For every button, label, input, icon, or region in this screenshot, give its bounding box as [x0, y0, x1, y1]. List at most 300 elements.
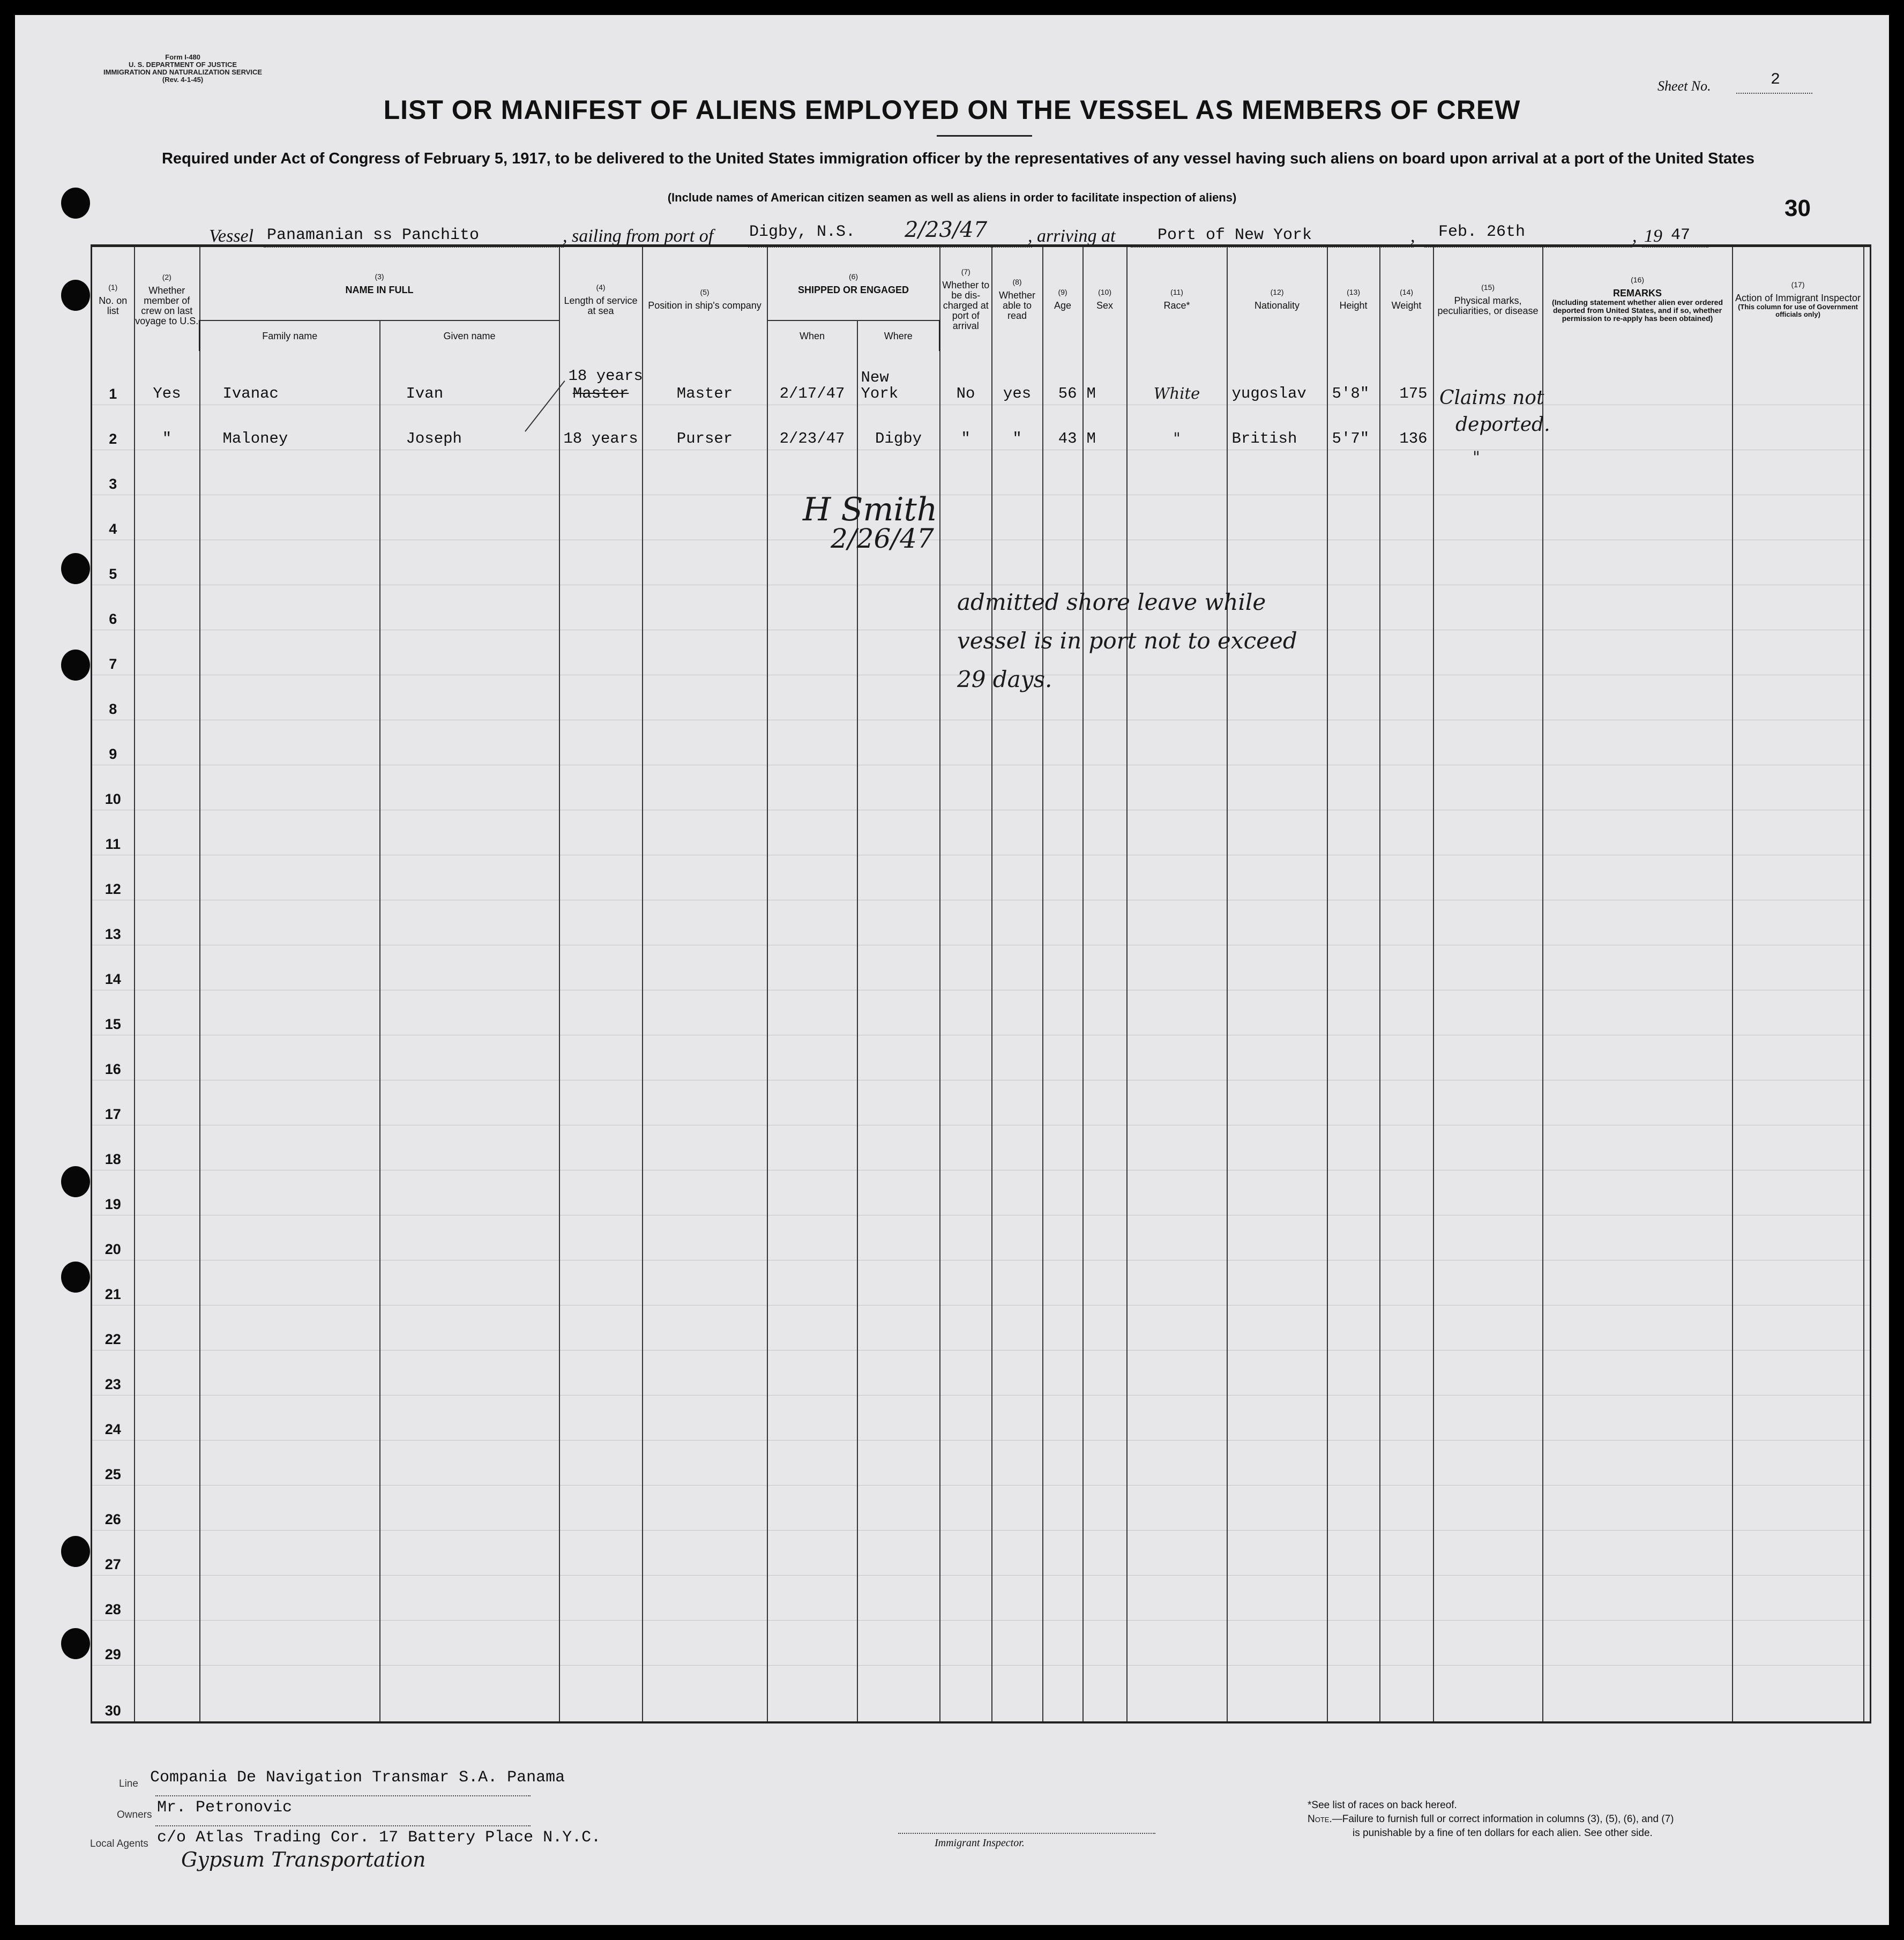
- last-voyage-cell: [135, 1305, 200, 1350]
- physical-marks-cell: [1433, 900, 1543, 945]
- last-voyage-cell: ": [135, 405, 200, 450]
- discharged-cell: [940, 765, 992, 810]
- col-header-nationality: (12) Nationality: [1227, 246, 1327, 352]
- service-length-cell: [559, 1305, 643, 1350]
- position-cell: [643, 1305, 767, 1350]
- discharged-cell: [940, 1396, 992, 1441]
- last-voyage-cell: [135, 1170, 200, 1215]
- position-cell: [643, 1215, 767, 1260]
- row-number: 12: [92, 855, 135, 900]
- physical-marks-cell: [1433, 810, 1543, 855]
- discharged-cell: [940, 450, 992, 495]
- row-number: 19: [92, 1170, 135, 1215]
- shipped-when-cell: [767, 1666, 857, 1723]
- table-row: [92, 1396, 1871, 1441]
- inspector-label: Immigrant Inspector.: [935, 1837, 1025, 1849]
- family-name-cell: [200, 1396, 380, 1441]
- position-cell: [643, 945, 767, 990]
- weight-cell: [1380, 495, 1433, 540]
- age-cell: [1043, 765, 1083, 810]
- age-cell: [1043, 1441, 1083, 1486]
- punch-hole: [61, 1262, 90, 1293]
- nationality-cell: [1227, 1441, 1327, 1486]
- race-cell: [1127, 1035, 1227, 1080]
- height-cell: [1327, 495, 1380, 540]
- inspector-action-cell: [1733, 1035, 1864, 1080]
- race-cell: [1127, 1396, 1227, 1441]
- remarks-cell: [1543, 1260, 1733, 1305]
- race-cell: [1127, 945, 1227, 990]
- table-edge-cell: [1864, 540, 1871, 585]
- shipped-when-cell: [767, 1080, 857, 1125]
- given-name-cell: [380, 1396, 559, 1441]
- form-header-block: [103, 54, 262, 84]
- inspector-action-cell: [1733, 495, 1864, 540]
- given-name-cell: [380, 1350, 559, 1396]
- remarks-cell: [1543, 720, 1733, 765]
- able-to-read-cell: [992, 945, 1043, 990]
- nationality-cell: [1227, 1666, 1327, 1723]
- shipped-when-cell: [767, 675, 857, 720]
- physical-marks-cell: [1433, 1396, 1543, 1441]
- given-name-cell: [380, 1486, 559, 1531]
- inspector-action-cell: [1733, 1170, 1864, 1215]
- row-number: 16: [92, 1035, 135, 1080]
- service-length-cell: [559, 990, 643, 1035]
- position-cell: [643, 720, 767, 765]
- weight-cell: [1380, 1441, 1433, 1486]
- last-voyage-cell: [135, 630, 200, 675]
- shipped-when-cell: [767, 1215, 857, 1260]
- height-cell: [1327, 450, 1380, 495]
- physical-marks-cell: [1433, 855, 1543, 900]
- line-field-line: [155, 1795, 531, 1796]
- nationality-cell: [1227, 810, 1327, 855]
- physical-marks-cell: [1433, 1170, 1543, 1215]
- family-name-cell: [200, 1260, 380, 1305]
- race-cell: [1127, 1215, 1227, 1260]
- height-cell: [1327, 1486, 1380, 1531]
- given-name-cell: [380, 855, 559, 900]
- physical-marks-line: deported.: [1455, 414, 1550, 436]
- remarks-cell: [1543, 945, 1733, 990]
- service-length-cell: [559, 1441, 643, 1486]
- remarks-cell: [1543, 1170, 1733, 1215]
- sex-cell: M: [1083, 351, 1127, 405]
- shipped-where-cell: [857, 765, 940, 810]
- last-voyage-cell: [135, 675, 200, 720]
- sex-cell: [1083, 540, 1127, 585]
- sex-cell: [1083, 1350, 1127, 1396]
- shipped-where-cell: [857, 1621, 940, 1666]
- nationality-cell: [1227, 945, 1327, 990]
- discharged-cell: [940, 1441, 992, 1486]
- service-length-cell: [559, 1576, 643, 1621]
- service-length-cell: [559, 1666, 643, 1723]
- last-voyage-cell: [135, 1035, 200, 1080]
- col-header-age: (9) Age: [1043, 246, 1083, 352]
- weight-cell: [1380, 990, 1433, 1035]
- able-to-read-cell: [992, 1035, 1043, 1080]
- able-to-read-cell: [992, 900, 1043, 945]
- able-to-read-cell: yes: [992, 351, 1043, 405]
- last-voyage-cell: [135, 1350, 200, 1396]
- physical-marks-cell: [1433, 1441, 1543, 1486]
- height-cell: [1327, 1170, 1380, 1215]
- able-to-read-cell: [992, 450, 1043, 495]
- last-voyage-cell: [135, 1576, 200, 1621]
- last-voyage-cell: Yes: [135, 351, 200, 405]
- position-cell: [643, 1531, 767, 1576]
- nationality-cell: [1227, 1350, 1327, 1396]
- race-cell: [1127, 720, 1227, 765]
- age-cell: [1043, 1170, 1083, 1215]
- sailing-port: Digby, N.S.: [749, 223, 856, 241]
- inspector-action-cell: [1733, 900, 1864, 945]
- discharged-cell: [940, 990, 992, 1035]
- inspector-action-cell: [1733, 585, 1864, 630]
- row-number: 27: [92, 1531, 135, 1576]
- service-length-cell: [559, 1080, 643, 1125]
- shipped-where-cell: [857, 720, 940, 765]
- race-cell: ": [1127, 405, 1227, 450]
- inspector-action-cell: [1733, 1486, 1864, 1531]
- age-cell: [1043, 900, 1083, 945]
- nationality-cell: [1227, 1080, 1327, 1125]
- table-row: [92, 1576, 1871, 1621]
- sex-cell: [1083, 1305, 1127, 1350]
- shipped-when-cell: [767, 1350, 857, 1396]
- physical-marks-cell: [1433, 1486, 1543, 1531]
- age-cell: [1043, 1260, 1083, 1305]
- family-name-cell: [200, 810, 380, 855]
- able-to-read-cell: [992, 495, 1043, 540]
- height-cell: [1327, 1621, 1380, 1666]
- remarks-cell: [1543, 540, 1733, 585]
- row-number: 7: [92, 630, 135, 675]
- table-row: [92, 1531, 1871, 1576]
- shipped-when-cell: [767, 1531, 857, 1576]
- height-cell: [1327, 1080, 1380, 1125]
- last-voyage-cell: [135, 1666, 200, 1723]
- able-to-read-cell: [992, 720, 1043, 765]
- punch-hole: [61, 1166, 90, 1197]
- agents-extra: Gypsum Transportation: [181, 1848, 426, 1871]
- nationality-cell: [1227, 720, 1327, 765]
- inspector-action-cell: [1733, 1215, 1864, 1260]
- remarks-cell: [1543, 1666, 1733, 1723]
- inspector-action-cell: [1733, 720, 1864, 765]
- given-name-cell: Ivan: [380, 351, 559, 405]
- shipped-where-cell: [857, 1396, 940, 1441]
- family-name-cell: [200, 1621, 380, 1666]
- remarks-cell: [1543, 675, 1733, 720]
- table-row: [92, 990, 1871, 1035]
- service-length-cell: [559, 1260, 643, 1305]
- shipped-where-cell: [857, 1170, 940, 1215]
- table-edge-cell: [1864, 765, 1871, 810]
- race-cell: [1127, 1305, 1227, 1350]
- able-to-read-cell: ": [992, 405, 1043, 450]
- row-number: 10: [92, 765, 135, 810]
- able-to-read-cell: [992, 1621, 1043, 1666]
- table-row: [92, 765, 1871, 810]
- nationality-cell: [1227, 1576, 1327, 1621]
- height-cell: [1327, 1035, 1380, 1080]
- sex-cell: [1083, 1170, 1127, 1215]
- table-edge: [1864, 246, 1871, 352]
- age-cell: [1043, 450, 1083, 495]
- position-cell: [643, 1080, 767, 1125]
- signature-date: 2/26/47: [831, 523, 934, 554]
- admission-note-line: admitted shore leave while: [957, 589, 1266, 615]
- table-edge-cell: [1864, 1531, 1871, 1576]
- owners-label: Owners: [117, 1809, 152, 1820]
- shipped-where-cell: [857, 1215, 940, 1260]
- family-name-cell: Ivanac: [200, 351, 380, 405]
- able-to-read-cell: [992, 990, 1043, 1035]
- table-row: [92, 450, 1871, 495]
- age-cell: [1043, 1486, 1083, 1531]
- table-edge-cell: [1864, 1396, 1871, 1441]
- remarks-cell: [1543, 810, 1733, 855]
- service-length-value: Master: [572, 385, 629, 402]
- last-voyage-cell: [135, 585, 200, 630]
- col-header-physical-marks: (15) Physical marks, peculiarities, or disease: [1433, 246, 1543, 352]
- inspector-action-cell: [1733, 540, 1864, 585]
- service-length-cell: [559, 585, 643, 630]
- physical-marks-cell: [1433, 1305, 1543, 1350]
- col-header-name: (3) NAME IN FULL: [200, 246, 559, 321]
- sex-cell: [1083, 720, 1127, 765]
- physical-marks-ditto: ": [1473, 448, 1480, 467]
- last-voyage-cell: [135, 1260, 200, 1305]
- row-number: 8: [92, 675, 135, 720]
- sex-cell: [1083, 1666, 1127, 1723]
- table-edge-cell: [1864, 990, 1871, 1035]
- height-cell: 5'7": [1327, 405, 1380, 450]
- sex-cell: [1083, 1576, 1127, 1621]
- table-edge-cell: [1864, 630, 1871, 675]
- inspector-action-cell: [1733, 1576, 1864, 1621]
- shipped-where-cell: [857, 1531, 940, 1576]
- position-cell: [643, 810, 767, 855]
- nationality-cell: [1227, 1305, 1327, 1350]
- service-length-cell: [559, 630, 643, 675]
- weight-cell: [1380, 1125, 1433, 1170]
- row-number: 3: [92, 450, 135, 495]
- table-edge-cell: [1864, 1576, 1871, 1621]
- weight-cell: [1380, 630, 1433, 675]
- weight-cell: [1380, 540, 1433, 585]
- table-row: [92, 351, 1871, 405]
- weight-cell: [1380, 585, 1433, 630]
- inspector-action-cell: [1733, 1350, 1864, 1396]
- col-header-when: When: [767, 320, 857, 351]
- agents-value: c/o Atlas Trading Cor. 17 Battery Place N.Y.C.: [157, 1829, 601, 1847]
- physical-marks-note: [1439, 385, 1550, 438]
- shipped-where-cell: [857, 1576, 940, 1621]
- weight-cell: [1380, 1080, 1433, 1125]
- owners-field-line: [155, 1825, 531, 1826]
- age-cell: [1043, 1576, 1083, 1621]
- race-cell: [1127, 1260, 1227, 1305]
- race-cell: [1127, 1170, 1227, 1215]
- sailing-label: , sailing from port of: [563, 226, 714, 246]
- nationality-cell: [1227, 1531, 1327, 1576]
- given-name-cell: [380, 1531, 559, 1576]
- row-number: 11: [92, 810, 135, 855]
- race-cell: [1127, 855, 1227, 900]
- height-cell: [1327, 585, 1380, 630]
- family-name-cell: [200, 450, 380, 495]
- able-to-read-cell: [992, 810, 1043, 855]
- shipped-where-cell: [857, 1305, 940, 1350]
- family-name-cell: [200, 1035, 380, 1080]
- service-length-cell: [559, 450, 643, 495]
- physical-marks-cell: [1433, 720, 1543, 765]
- remarks-cell: [1543, 1621, 1733, 1666]
- inspector-action-cell: [1733, 1125, 1864, 1170]
- age-cell: [1043, 1125, 1083, 1170]
- year-suffix: 47: [1671, 226, 1691, 244]
- weight-cell: [1380, 720, 1433, 765]
- discharged-cell: [940, 540, 992, 585]
- col-header-service: (4) Length of service at sea: [559, 246, 643, 352]
- last-voyage-cell: [135, 945, 200, 990]
- discharged-cell: No: [940, 351, 992, 405]
- height-cell: [1327, 1305, 1380, 1350]
- able-to-read-cell: [992, 1396, 1043, 1441]
- sex-cell: [1083, 1215, 1127, 1260]
- last-voyage-cell: [135, 1215, 200, 1260]
- age-cell: [1043, 495, 1083, 540]
- physical-marks-cell: [1433, 1621, 1543, 1666]
- table-edge-cell: [1864, 720, 1871, 765]
- table-edge-cell: [1864, 1125, 1871, 1170]
- able-to-read-cell: [992, 1170, 1043, 1215]
- age-cell: [1043, 1666, 1083, 1723]
- remarks-cell: [1543, 1350, 1733, 1396]
- family-name-cell: [200, 1441, 380, 1486]
- inspector-action-cell: [1733, 1441, 1864, 1486]
- family-name-cell: [200, 495, 380, 540]
- height-cell: [1327, 810, 1380, 855]
- sex-cell: [1083, 1621, 1127, 1666]
- inspector-action-cell: [1733, 675, 1864, 720]
- physical-marks-cell: [1433, 495, 1543, 540]
- table-row: [92, 1441, 1871, 1486]
- remarks-cell: [1543, 585, 1733, 630]
- race-cell: [1127, 1441, 1227, 1486]
- weight-cell: [1380, 1350, 1433, 1396]
- physical-marks-cell: [1433, 675, 1543, 720]
- col-header-position: (5) Position in ship's company: [643, 246, 767, 352]
- shipped-when-cell: 2/17/47: [767, 351, 857, 405]
- service-length-cell: [559, 1396, 643, 1441]
- position-cell: [643, 1260, 767, 1305]
- shipped-where-cell: [857, 675, 940, 720]
- service-length-cell: [559, 1035, 643, 1080]
- remarks-cell: [1543, 450, 1733, 495]
- shipped-where-cell: [857, 1125, 940, 1170]
- admission-note: [957, 583, 1297, 699]
- able-to-read-cell: [992, 1215, 1043, 1260]
- age-cell: [1043, 810, 1083, 855]
- service-length-cell: [559, 765, 643, 810]
- sheet-number-label: Sheet No.: [1657, 78, 1711, 94]
- remarks-cell: [1543, 855, 1733, 900]
- last-voyage-cell: [135, 855, 200, 900]
- sex-cell: [1083, 1035, 1127, 1080]
- remarks-cell: [1543, 1305, 1733, 1350]
- discharged-cell: [940, 1080, 992, 1125]
- age-cell: [1043, 1621, 1083, 1666]
- col-header-read: (8) Whether able to read: [992, 246, 1043, 352]
- table-edge-cell: [1864, 1035, 1871, 1080]
- age-cell: [1043, 1215, 1083, 1260]
- col-header-discharged: (7) Whether to be dis-charged at port of arrival: [940, 246, 992, 352]
- height-cell: 5'8": [1327, 351, 1380, 405]
- shipped-where-cell: [857, 1441, 940, 1486]
- sex-cell: M: [1083, 405, 1127, 450]
- comma: ,: [1632, 226, 1637, 246]
- punch-hole: [61, 1536, 90, 1567]
- arrival-date: Feb. 26th: [1438, 223, 1526, 241]
- nationality-cell: [1227, 1260, 1327, 1305]
- given-name-cell: [380, 945, 559, 990]
- service-length-cell: [559, 1215, 643, 1260]
- remarks-cell: [1543, 630, 1733, 675]
- last-voyage-cell: [135, 1486, 200, 1531]
- able-to-read-cell: [992, 1080, 1043, 1125]
- nationality-cell: [1227, 1486, 1327, 1531]
- line-label: Line: [119, 1778, 138, 1789]
- position-cell: [643, 900, 767, 945]
- age-cell: [1043, 1305, 1083, 1350]
- note-label: Note.: [1308, 1814, 1332, 1825]
- race-cell: [1127, 1125, 1227, 1170]
- shipped-when-cell: [767, 900, 857, 945]
- table-row: [92, 495, 1871, 540]
- service-length-cell: [559, 855, 643, 900]
- service-length-note: 18 years: [568, 367, 643, 385]
- discharged-cell: ": [940, 405, 992, 450]
- table-row: [92, 1035, 1871, 1080]
- nationality-cell: [1227, 540, 1327, 585]
- weight-cell: [1380, 1215, 1433, 1260]
- position-cell: [643, 1486, 767, 1531]
- shipped-where-cell: Digby: [857, 405, 940, 450]
- remarks-cell: [1543, 1531, 1733, 1576]
- physical-marks-cell: [1433, 1666, 1543, 1723]
- family-name-cell: Maloney: [200, 405, 380, 450]
- shipped-where-cell: [857, 450, 940, 495]
- family-name-cell: [200, 1531, 380, 1576]
- inspector-action-cell: [1733, 1666, 1864, 1723]
- table-row: [92, 810, 1871, 855]
- race-cell: [1127, 540, 1227, 585]
- sex-cell: [1083, 1531, 1127, 1576]
- shipped-when-cell: 2/23/47: [767, 405, 857, 450]
- race-cell: White: [1127, 351, 1227, 405]
- height-cell: [1327, 1215, 1380, 1260]
- given-name-cell: [380, 1260, 559, 1305]
- discharged-cell: [940, 1260, 992, 1305]
- given-name-cell: [380, 1621, 559, 1666]
- crew-manifest-table: [91, 244, 1871, 1723]
- table-edge-cell: [1864, 1170, 1871, 1215]
